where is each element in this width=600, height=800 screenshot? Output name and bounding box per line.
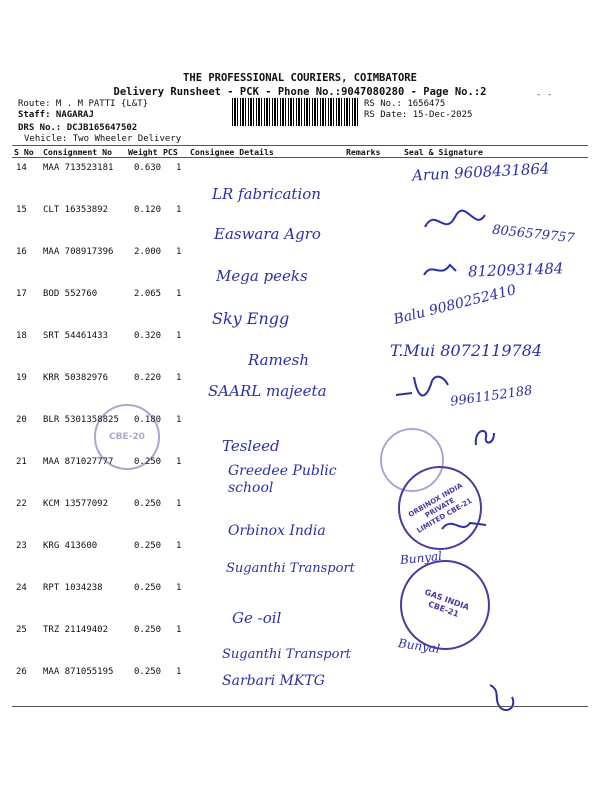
signature-scribble [420, 257, 460, 283]
row-consignment: BLR 5301358825 [43, 415, 119, 425]
signature-scribble [420, 207, 490, 237]
company-title: THE PROFESSIONAL COURIERS, COIMBATORE [183, 72, 417, 84]
table-row [0, 373, 600, 421]
signature-handwriting: Bunyal [397, 636, 441, 656]
table-row [0, 625, 600, 673]
staff-label: Staff: NAGARAJ [18, 110, 94, 120]
consignee-handwriting: Mega peeks [216, 267, 308, 285]
consignee-handwriting: Ramesh [248, 351, 310, 369]
row-consignment: RPT 1034238 [43, 583, 103, 593]
runsheet-subtitle: Delivery Runsheet - PCK - Phone No.:9047080280 - Page No.:2 [113, 86, 487, 98]
signature-scribble [392, 371, 452, 405]
row-sno: 20 [16, 415, 27, 425]
row-pcs: 1 [176, 415, 182, 425]
consignee-handwriting: Ge -oil [232, 609, 282, 627]
row-consignment: SRT 54461433 [43, 331, 109, 341]
col-header-sno: S No [14, 147, 34, 157]
faint-seal [94, 404, 160, 470]
table-bottom-rule [12, 706, 588, 707]
consignee-handwriting: Sarbari MKTG [222, 673, 325, 689]
row-pcs: 1 [176, 541, 182, 551]
col-header-seal: Seal & Signature [404, 147, 483, 157]
faint-seal-text: CBE-20 [109, 432, 145, 442]
signature-handwriting: Balu 9080252410 [391, 282, 518, 328]
drs-number: DRS No.: DCJB165647502 [18, 123, 138, 133]
barcode [232, 98, 360, 126]
route-label: Route: M . M PATTI {L&T} [18, 99, 149, 109]
row-consignment: KCM 13577092 [43, 499, 109, 509]
signature-handwriting: 9961152188 [449, 383, 534, 410]
row-weight: 0.250 [134, 625, 162, 635]
signature-handwriting: T.Mui 8072119784 [390, 341, 543, 360]
orbinox-seal-text: ORBINOX INDIA PRIVATE LIMITED CBE-21 [406, 481, 474, 535]
row-pcs: 1 [176, 457, 182, 467]
corner-mark: - - [536, 90, 553, 100]
row-pcs: 1 [176, 583, 182, 593]
table-row [0, 331, 600, 379]
header-rule-top [12, 145, 588, 146]
row-consignment: MAA 713523181 [43, 163, 114, 173]
row-sno: 19 [16, 373, 27, 383]
row-weight: 0.630 [134, 163, 162, 173]
consignee-handwriting: Suganthi Transport [226, 561, 355, 576]
table-row [0, 159, 600, 211]
row-pcs: 1 [176, 205, 182, 215]
consignee-handwriting: Tesleed [222, 437, 280, 455]
consignee-handwriting: Orbinox India [228, 523, 326, 539]
row-pcs: 1 [176, 667, 182, 677]
row-pcs: 1 [176, 163, 182, 173]
rs-date: RS Date: 15-Dec-2025 [364, 110, 473, 120]
table-row [0, 282, 600, 337]
col-header-pcs: PCS [163, 147, 178, 157]
row-sno: 23 [16, 541, 27, 551]
row-consignment: KRR 50382976 [43, 373, 109, 383]
signature-handwriting: Arun 9608431864 [411, 159, 550, 185]
table-row [0, 415, 600, 463]
row-pcs: 1 [176, 331, 182, 341]
header-rule-bottom [12, 157, 588, 158]
table-row [0, 583, 600, 631]
consignee-handwriting: SAARL majeeta [208, 382, 327, 400]
row-sno: 15 [16, 205, 27, 215]
col-header-remarks: Remarks [346, 147, 381, 157]
vehicle-label: Vehicle: Two Wheeler Delivery [24, 134, 182, 144]
table-row [0, 499, 600, 547]
row-consignment: KRG 413600 [43, 541, 98, 551]
consignee-handwriting: Suganthi Transport [222, 647, 351, 662]
col-header-consignment: Consignment No [43, 147, 113, 157]
row-weight: 0.250 [134, 499, 162, 509]
consignee-handwriting: Greedee Public school [228, 463, 337, 496]
signature-handwriting: 8120931484 [467, 259, 564, 281]
signature-scribble [482, 677, 522, 717]
row-consignment: TRZ 21149402 [43, 625, 109, 635]
table-row [0, 541, 600, 589]
row-consignment: MAA 708917396 [43, 247, 114, 257]
row-weight: 0.320 [134, 331, 162, 341]
row-weight: 0.250 [134, 667, 162, 677]
row-sno: 22 [16, 499, 27, 509]
row-pcs: 1 [176, 625, 182, 635]
row-weight: 2.065 [134, 289, 162, 299]
row-pcs: 1 [176, 247, 182, 257]
row-sno: 25 [16, 625, 27, 635]
row-sno: 17 [16, 289, 27, 299]
row-pcs: 1 [176, 289, 182, 299]
row-consignment: MAA 871055195 [43, 667, 114, 677]
row-sno: 24 [16, 583, 27, 593]
ge-gas-seal-text: GAS INDIA CBE-21 [423, 587, 471, 619]
row-sno: 21 [16, 457, 27, 467]
row-consignment: BOD 552760 [43, 289, 98, 299]
signature-handwriting: 8056579757 [491, 222, 576, 247]
row-weight: 0.120 [134, 205, 162, 215]
row-weight: 2.000 [134, 247, 162, 257]
row-pcs: 1 [176, 373, 182, 383]
row-consignment: MAA 871027777 [43, 457, 114, 467]
row-sno: 26 [16, 667, 27, 677]
table-row [0, 205, 600, 253]
table-row [0, 457, 600, 505]
row-weight: 0.180 [134, 415, 162, 425]
consignee-handwriting: Sky Engg [212, 309, 290, 328]
row-pcs: 1 [176, 499, 182, 509]
row-sno: 18 [16, 331, 27, 341]
row-weight: 0.250 [134, 541, 162, 551]
col-header-weight: Weight [128, 147, 158, 157]
consignee-handwriting: LR fabrication [212, 185, 321, 203]
row-consignment: CLT 16353892 [43, 205, 109, 215]
row-weight: 0.250 [134, 457, 162, 467]
col-header-consignee: Consignee Details [190, 147, 274, 157]
table-row [0, 667, 600, 715]
row-weight: 0.220 [134, 373, 162, 383]
rs-number: RS No.: 1656475 [364, 99, 446, 109]
signature-scribble [470, 423, 500, 451]
row-sno: 16 [16, 247, 27, 257]
row-weight: 0.250 [134, 583, 162, 593]
signature-handwriting: Bunyal [399, 548, 443, 568]
row-sno: 14 [16, 163, 27, 173]
consignee-handwriting: Easwara Agro [214, 225, 321, 243]
